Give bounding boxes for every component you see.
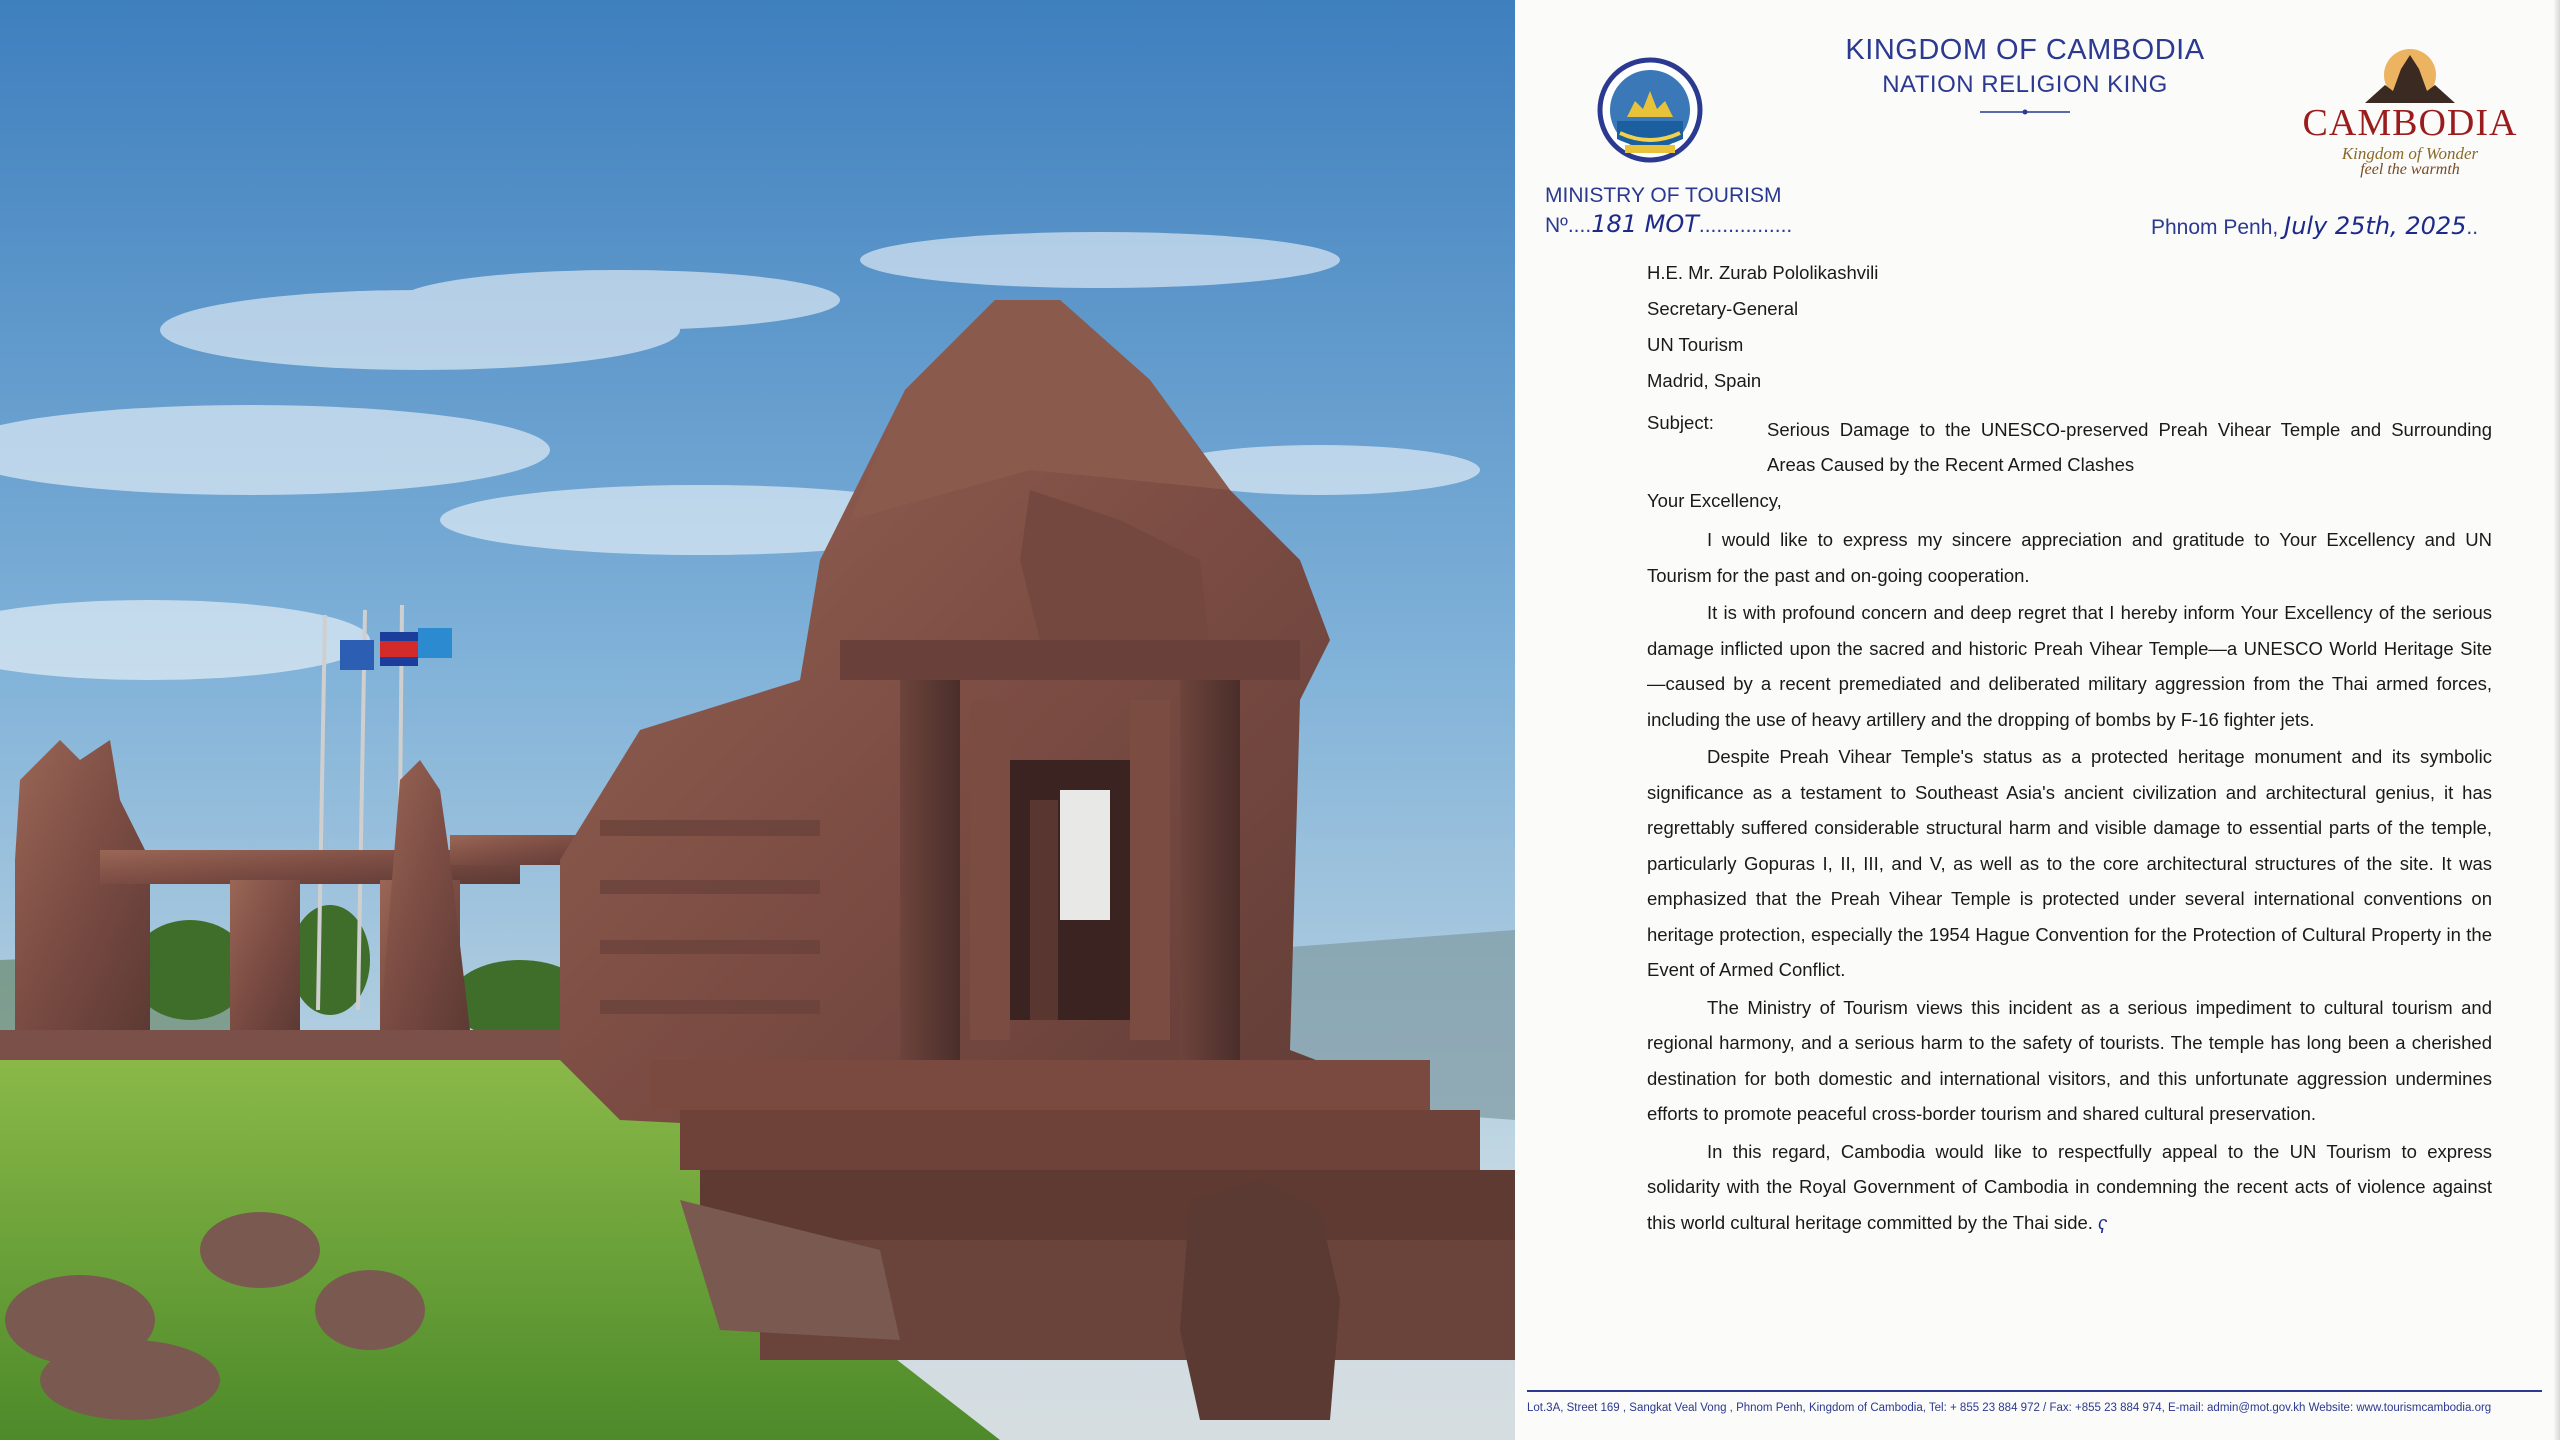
motto-heading: NATION RELIGION KING bbox=[1882, 71, 2168, 98]
cambodia-brand-logo bbox=[2285, 45, 2535, 185]
letterhead-title bbox=[1815, 34, 2235, 120]
reference-number: Nº....181 MOT................ bbox=[1545, 210, 1793, 238]
date-dots: .. bbox=[2466, 216, 2479, 239]
page-edge bbox=[2554, 0, 2560, 1440]
recipient-title: Secretary-General bbox=[1647, 298, 1799, 319]
initial-mark: ҁ bbox=[2098, 1211, 2108, 1233]
paragraph-5: In this regard, Cambodia would like to respectfully appeal to the UN Tourism to express solidarity with the Royal Government of Cambodia in condemning the recent acts of violence against this world cultural heritage committed by the Thai side. ҁ bbox=[1647, 1140, 2492, 1233]
ref-number-handwritten: 181 MOT bbox=[1591, 210, 1699, 238]
ornament-divider-icon bbox=[1980, 109, 2070, 115]
brand-wordmark: CAMBODIA bbox=[2302, 102, 2518, 144]
letter-footer: Lot.3A, Street 169 , Sangkat Veal Vong , Phnom Penh, Kingdom of Cambodia, Tel: + 855 23 884 972 / Fax: +855 23 884 974, E-mail: admin@mot.gov.kh Website: www.tourismcambodia.org bbox=[1527, 1402, 2492, 1414]
paragraph-3: Despite Preah Vihear Temple's status as a protected heritage monument and its symbolic significance as a testament to Southeast Asia's ancient civilization and architectural genius, it has regrettably suffered considerable structural harm and visible damage to essential parts of the temple, particularly Gopuras I, II, III, and V, as well as to the core architectural structures of the site. It was emphasized that the Preah Vihear Temple is protected under several international conventions on heritage protection, especially the 1954 Hague Convention for the Protection of Cultural Property in the Event of Armed Conflict. bbox=[1647, 746, 2492, 980]
official-letter bbox=[1515, 0, 2560, 1440]
date-handwritten: July 25th, 2025 bbox=[2284, 212, 2467, 240]
ministry-seal-icon bbox=[1595, 55, 1705, 165]
subject-label: Subject: bbox=[1647, 412, 1714, 433]
recipient-name: H.E. Mr. Zurab Pololikashvili bbox=[1647, 262, 1879, 283]
subject-text: Serious Damage to the UNESCO-preserved Preah Vihear Temple and Surrounding Areas Caused by the Recent Armed Clashes bbox=[1767, 419, 2492, 475]
date-place: Phnom Penh, bbox=[2151, 216, 2279, 239]
ref-dots: ................ bbox=[1698, 214, 1793, 237]
paragraph-1: I would like to express my sincere appreciation and gratitude to Your Excellency and UN Tourism for the past and on-going cooperation. bbox=[1647, 529, 2492, 586]
date-line bbox=[2151, 212, 2478, 240]
ministry-name: MINISTRY OF TOURISM bbox=[1545, 184, 1782, 207]
brand-subtagline: feel the warmth bbox=[2360, 161, 2460, 178]
recipient-place: Madrid, Spain bbox=[1647, 370, 1762, 391]
salutation: Your Excellency, bbox=[1647, 490, 1782, 511]
ref-prefix: Nº bbox=[1545, 214, 1568, 237]
letter-body bbox=[1647, 522, 2492, 1240]
paragraph-2: It is with profound concern and deep regret that I hereby inform Your Excellency of the serious damage inflicted upon the sacred and historic Preah Vihear Temple—a UNESCO World Heritage Site—caused by a recent premediated and deliberated military aggression from the Thai armed forces, including the use of heavy artillery and the dropping of bombs by F-16 fighter jets. bbox=[1647, 602, 2492, 730]
brand-tagline: Kingdom of Wonder bbox=[2341, 144, 2479, 163]
paragraph-4: The Ministry of Tourism views this incident as a serious impediment to cultural tourism and regional harmony, and a serious harm to the safety of tourists. The temple has long been a cherished destination for both domestic and international visitors, and this unfortunate aggression undermines efforts to promote peaceful cross-border tourism and shared cultural preservation. bbox=[1647, 996, 2492, 1124]
angkor-silhouette-icon bbox=[2285, 45, 2535, 105]
kingdom-heading: KINGDOM OF CAMBODIA bbox=[1845, 34, 2205, 66]
recipient-org: UN Tourism bbox=[1647, 334, 1744, 355]
footer-divider bbox=[1527, 1390, 2542, 1392]
